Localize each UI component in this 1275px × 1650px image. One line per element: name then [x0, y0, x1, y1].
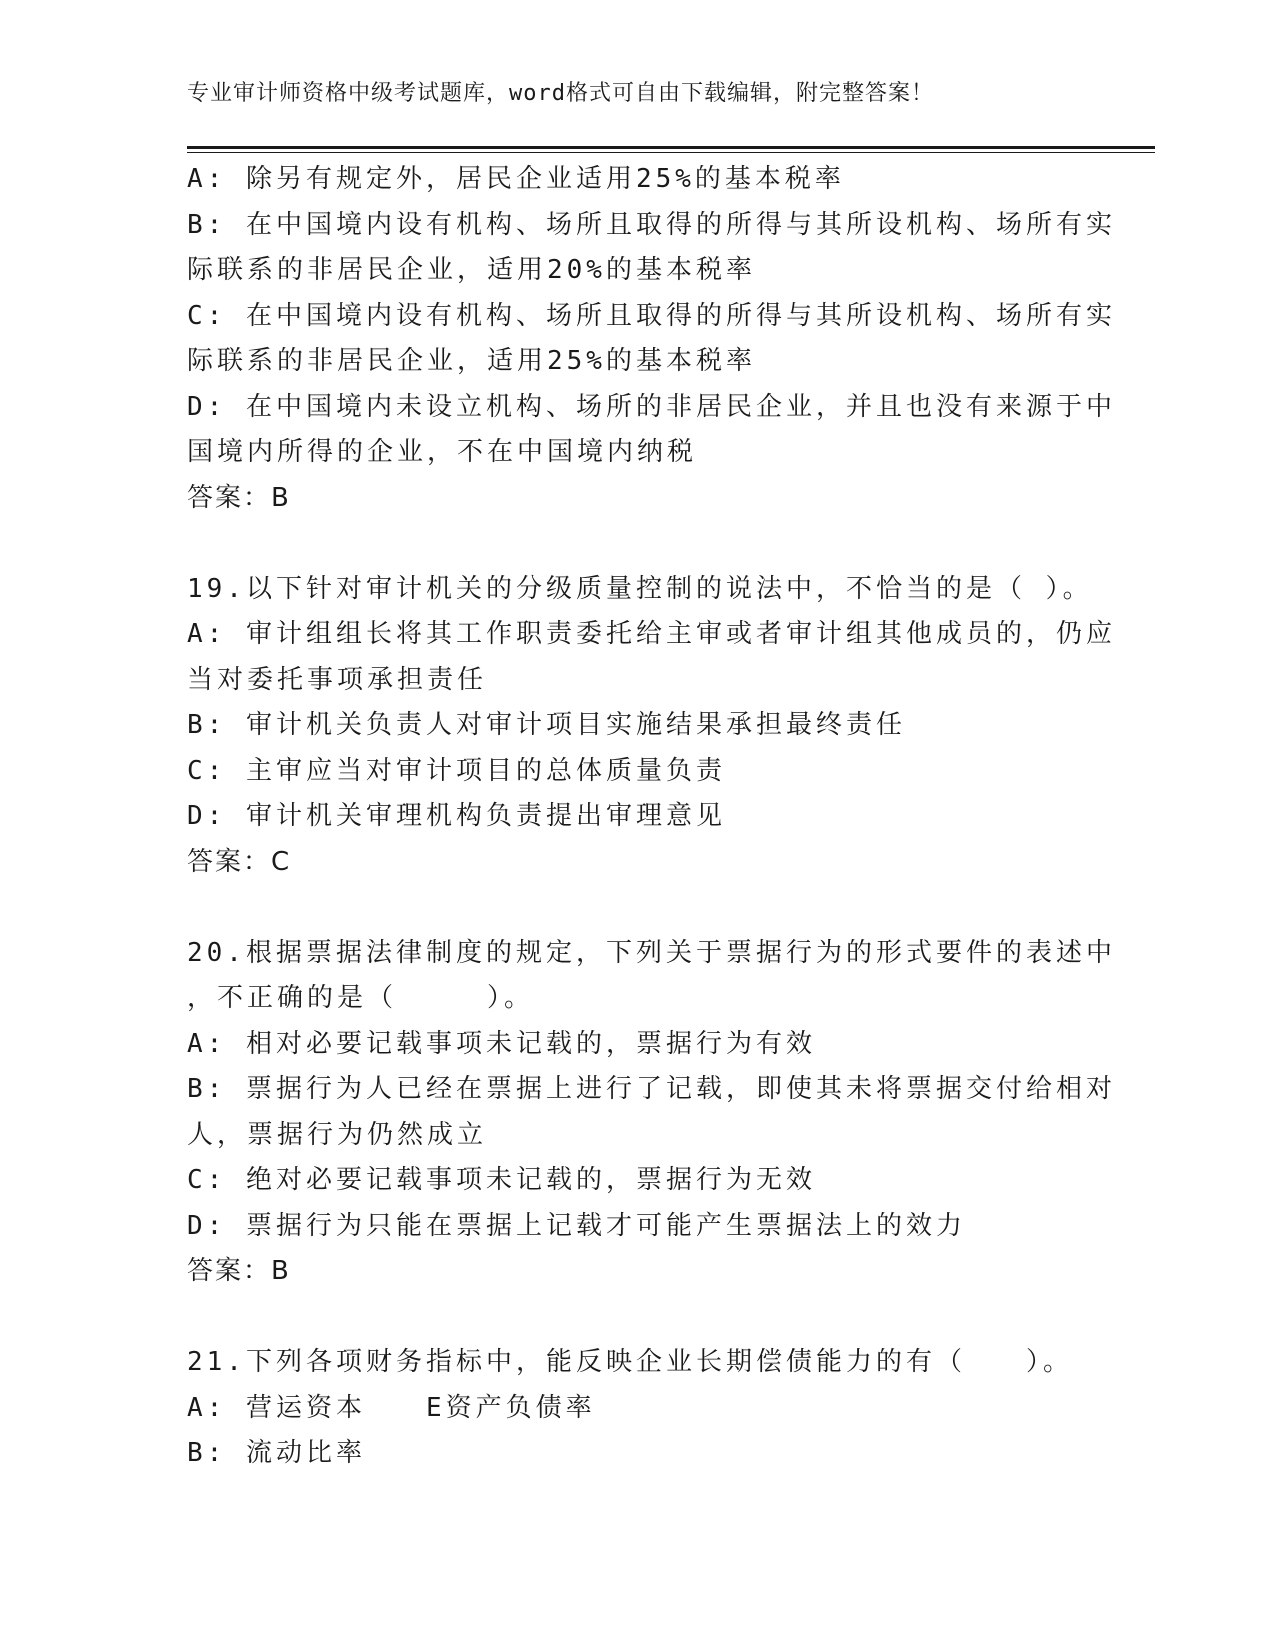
option-b: B: 流动比率: [187, 1438, 366, 1468]
option-b-continued: 际联系的非居民企业，适用20%的基本税率: [187, 255, 756, 285]
option-c: C: 在中国境内设有机构、场所且取得的所得与其所设机构、场所有实: [187, 300, 1116, 331]
question-18-options: [187, 157, 1116, 521]
option-a-continued: 当对委托事项承担责任: [187, 664, 488, 695]
option-d: D: 审计机关审理机构负责提出审理意见: [187, 801, 726, 831]
option-d-continued: 国境内所得的企业，不在中国境内纳税: [187, 437, 698, 467]
question-stem: 20.根据票据法律制度的规定，下列关于票据行为的形式要件的表述中: [187, 937, 1116, 968]
option-a: A: 除另有规定外，居民企业适用25%的基本税率: [187, 164, 845, 194]
header-rule-thick: [187, 146, 1155, 149]
spacer: [187, 1295, 1087, 1341]
header-rule-thin: [187, 152, 1155, 153]
answer: 答案：C: [187, 846, 292, 877]
answer: 答案：B: [187, 1256, 291, 1286]
question-20: [187, 931, 1116, 1295]
option-b: B: 票据行为人已经在票据上进行了记载，即使其未将票据交付给相对: [187, 1074, 1116, 1104]
option-b: B: 在中国境内设有机构、场所且取得的所得与其所设机构、场所有实: [187, 209, 1116, 240]
question-stem: 19.以下针对审计机关的分级质量控制的说法中，不恰当的是（ ）。: [187, 573, 1093, 604]
question-content: [187, 157, 1116, 1477]
page-header: 专业审计师资格中级考试题库，word格式可自由下载编辑，附完整答案！: [187, 81, 934, 106]
option-b-continued: 人，票据行为仍然成立: [187, 1119, 488, 1150]
option-a: A: 营运资本 E资产负债率: [187, 1392, 596, 1423]
spacer: [187, 521, 1087, 567]
question-stem-continued: ，不正确的是（ ）。: [187, 983, 535, 1013]
option-d: D: 在中国境内未设立机构、场所的非居民企业，并且也没有来源于中: [187, 391, 1116, 422]
option-b: B: 审计机关负责人对审计项目实施结果承担最终责任: [187, 710, 906, 740]
question-21: [187, 1340, 1087, 1477]
option-c: C: 主审应当对审计项目的总体质量负责: [187, 755, 726, 786]
option-a: A: 相对必要记载事项未记载的，票据行为有效: [187, 1028, 816, 1059]
option-a: A: 审计组组长将其工作职责委托给主审或者审计组其他成员的，仍应: [187, 619, 1116, 649]
option-c-continued: 际联系的非居民企业，适用25%的基本税率: [187, 346, 756, 376]
question-stem: 21.下列各项财务指标中，能反映企业长期偿债能力的有（ ）。: [187, 1347, 1073, 1377]
option-d: D: 票据行为只能在票据上记载才可能产生票据法上的效力: [187, 1210, 966, 1241]
option-c: C: 绝对必要记载事项未记载的，票据行为无效: [187, 1165, 816, 1195]
spacer: [187, 885, 1087, 931]
question-19: [187, 567, 1116, 886]
answer: 答案：B: [187, 482, 291, 513]
